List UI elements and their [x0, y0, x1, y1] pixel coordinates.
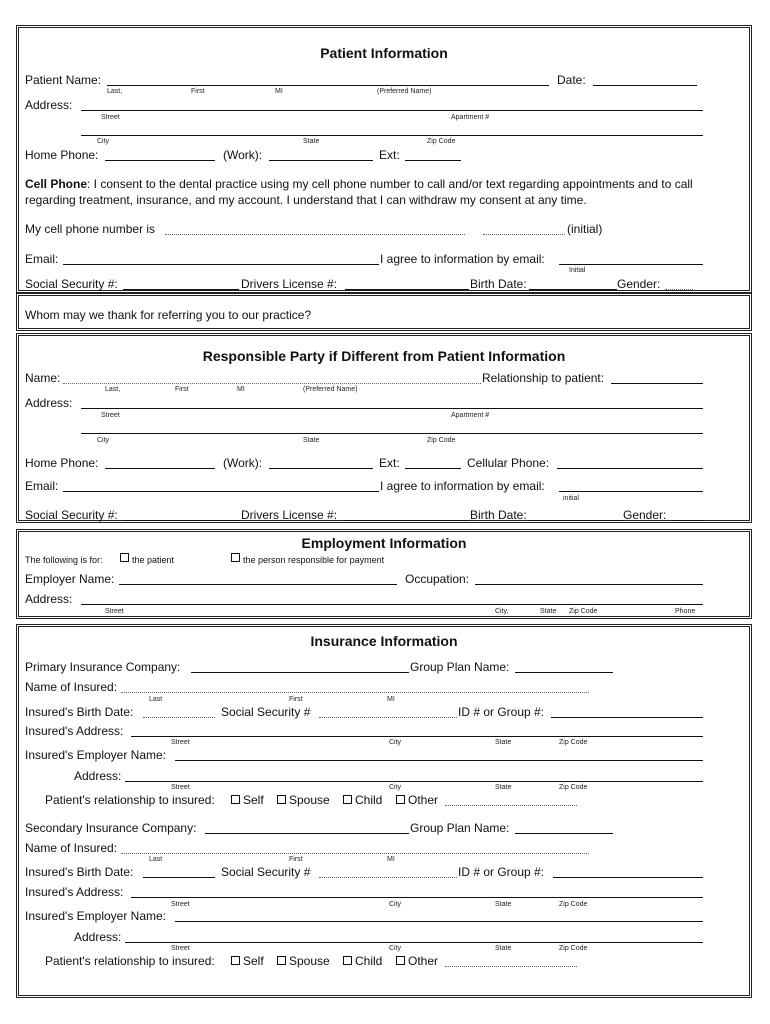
the-patient-label: the patient: [132, 555, 175, 565]
sub-label-state: State: [495, 945, 512, 952]
sub-label-street: Street: [105, 608, 124, 615]
sub-label-city: City: [389, 945, 402, 952]
cell-number-field[interactable]: [165, 234, 465, 235]
birth-date-label: Birth Date:: [470, 508, 527, 522]
cellular-phone-label: Cellular Phone:: [467, 456, 550, 470]
primary-birth-date-label: Insured's Birth Date:: [25, 705, 134, 719]
sub-label-city: City: [389, 784, 402, 791]
section-title: Employment Information: [301, 535, 467, 551]
sub-label-apartment: Apartment #: [451, 114, 490, 121]
sub-label-street: Street: [171, 945, 190, 952]
sub-label-zip: Zip Code: [569, 608, 598, 615]
sub-label-first: First: [175, 386, 189, 393]
primary-insured-address-label: Insured's Address:: [25, 724, 124, 738]
secondary-id-group-field[interactable]: [553, 877, 703, 878]
primary-other-checkbox[interactable]: [396, 795, 405, 804]
sub-label-mi: MI: [387, 696, 395, 703]
the-patient-checkbox[interactable]: [120, 553, 129, 562]
sub-label-city: City: [389, 901, 402, 908]
ext-label: Ext:: [379, 456, 400, 470]
work-phone-field[interactable]: [269, 468, 373, 469]
address-city-field[interactable]: [81, 433, 703, 434]
primary-name-insured-field[interactable]: [121, 692, 589, 693]
sub-label-mi: MI: [237, 386, 245, 393]
primary-employer-address-label: Address:: [74, 769, 122, 783]
self-label: Self: [243, 954, 264, 968]
sub-label-first: First: [191, 88, 205, 95]
secondary-insured-employer-label: Insured's Employer Name:: [25, 909, 167, 923]
sub-label-street: Street: [171, 901, 190, 908]
address-label: Address:: [25, 592, 73, 606]
drivers-license-field[interactable]: [345, 289, 469, 290]
employer-name-field[interactable]: [119, 584, 397, 585]
primary-ssn-label: Social Security #: [221, 705, 311, 719]
primary-relationship-label: Patient's relationship to insured:: [45, 793, 215, 807]
sub-label-initial: initial: [563, 495, 579, 502]
secondary-group-plan-field[interactable]: [515, 833, 613, 834]
cell-initial-field[interactable]: [483, 234, 565, 235]
ssn-field[interactable]: [123, 289, 239, 290]
secondary-insured-address-label: Insured's Address:: [25, 885, 124, 899]
home-phone-label: Home Phone:: [25, 456, 99, 470]
email-field[interactable]: [63, 264, 379, 265]
referral-section: [16, 293, 752, 331]
sub-label-last: Last: [149, 856, 163, 863]
ssn-label: Social Security #:: [25, 277, 118, 291]
patient-information-section: [16, 25, 752, 293]
email-agree-label: I agree to information by email:: [380, 252, 545, 266]
self-label: Self: [243, 793, 264, 807]
sub-label-city: City,: [495, 608, 509, 615]
secondary-ssn-field[interactable]: [319, 877, 457, 878]
cell-number-label: My cell phone number is: [25, 222, 156, 236]
sub-label-city: City: [97, 138, 110, 145]
address-label: Address:: [25, 98, 73, 112]
address-street-field[interactable]: [81, 408, 703, 409]
sub-label-city: City: [389, 739, 402, 746]
secondary-name-insured-field[interactable]: [121, 853, 589, 854]
patient-name-field[interactable]: [107, 85, 549, 86]
sub-label-zip: Zip Code: [559, 784, 588, 791]
sub-label-street: Street: [101, 114, 120, 121]
sub-label-last: Last,: [105, 386, 121, 393]
spouse-label: Spouse: [289, 954, 330, 968]
occupation-field[interactable]: [475, 584, 703, 585]
work-phone-label: (Work):: [223, 456, 263, 470]
home-phone-label: Home Phone:: [25, 148, 99, 162]
primary-insured-address-field[interactable]: [131, 736, 703, 737]
sub-label-state: State: [303, 437, 320, 444]
primary-insurance-company-label: Primary Insurance Company:: [25, 660, 181, 674]
secondary-name-insured-label: Name of Insured:: [25, 841, 118, 855]
secondary-self-checkbox[interactable]: [231, 956, 240, 965]
section-title: Responsible Party if Different from Patient Information: [202, 348, 566, 364]
ssn-label: Social Security #:: [25, 508, 118, 522]
secondary-group-plan-label: Group Plan Name:: [410, 821, 510, 835]
drivers-license-label: Drivers License #:: [241, 508, 338, 522]
sub-label-state: State: [495, 784, 512, 791]
relationship-label: Relationship to patient:: [482, 371, 605, 385]
employer-name-label: Employer Name:: [25, 572, 115, 586]
primary-spouse-checkbox[interactable]: [277, 795, 286, 804]
person-responsible-label: the person responsible for payment: [243, 555, 385, 565]
secondary-child-checkbox[interactable]: [343, 956, 352, 965]
primary-id-group-field[interactable]: [551, 717, 703, 718]
sub-label-zip: Zip Code: [559, 945, 588, 952]
gender-field[interactable]: [665, 289, 693, 290]
following-for-label: The following is for:: [25, 555, 103, 565]
responsible-party-section: [16, 333, 752, 523]
primary-ssn-field[interactable]: [319, 717, 457, 718]
sub-label-first: First: [289, 856, 303, 863]
primary-child-checkbox[interactable]: [343, 795, 352, 804]
secondary-insured-address-field[interactable]: [131, 897, 703, 898]
sub-label-state: State: [540, 608, 557, 615]
secondary-insurance-company-label: Secondary Insurance Company:: [25, 821, 197, 835]
sub-label-street: Street: [171, 784, 190, 791]
secondary-insurance-company-field[interactable]: [205, 833, 409, 834]
sub-label-last: Last: [149, 696, 163, 703]
cell-consent-text-1: : I consent to the dental practice using my cell phone number to call and/or text regarding appointments and to call: [87, 177, 693, 191]
occupation-label: Occupation:: [405, 572, 470, 586]
ext-label: Ext:: [379, 148, 400, 162]
patient-name-label: Patient Name:: [25, 73, 102, 87]
gender-label: Gender:: [617, 277, 661, 291]
drivers-license-field[interactable]: [345, 520, 469, 521]
section-title: Insurance Information: [310, 633, 458, 649]
insurance-information-section: [16, 624, 752, 998]
primary-group-plan-field[interactable]: [515, 672, 613, 673]
secondary-relationship-label: Patient's relationship to insured:: [45, 954, 215, 968]
sub-label-zip: Zip Code: [427, 437, 456, 444]
email-agree-initial-field[interactable]: [559, 491, 703, 492]
child-label: Child: [355, 793, 383, 807]
email-agree-label: I agree to information by email:: [380, 479, 545, 493]
sub-label-zip: Zip Code: [559, 901, 588, 908]
ssn-field[interactable]: [123, 520, 239, 521]
secondary-birth-date-label: Insured's Birth Date:: [25, 865, 134, 879]
cell-consent-text-2: regarding treatment, insurance, and my account. I understand that I can withdraw my consent at any time.: [25, 193, 587, 207]
sub-label-street: Street: [171, 739, 190, 746]
secondary-ssn-label: Social Security #: [221, 865, 311, 879]
sub-label-initial: Initial: [569, 267, 586, 274]
sub-label-phone: Phone: [675, 608, 696, 615]
other-label: Other: [408, 793, 439, 807]
sub-label-street: Street: [101, 412, 120, 419]
cell-consent-line-1: [25, 177, 693, 191]
email-agree-initial-field[interactable]: [559, 264, 703, 265]
sub-label-mi: MI: [387, 856, 395, 863]
address-field[interactable]: [81, 604, 703, 605]
sub-label-last: Last,: [107, 88, 123, 95]
sub-label-preferred-name: (Preferred Name): [303, 386, 358, 393]
secondary-id-group-label: ID # or Group #:: [458, 865, 545, 879]
home-phone-field[interactable]: [105, 160, 215, 161]
gender-field[interactable]: [671, 520, 703, 521]
primary-group-plan-label: Group Plan Name:: [410, 660, 510, 674]
primary-self-checkbox[interactable]: [231, 795, 240, 804]
sub-label-mi: MI: [275, 88, 283, 95]
email-label: Email:: [25, 479, 59, 493]
name-label: Name:: [25, 371, 61, 385]
sub-label-state: State: [303, 138, 320, 145]
gender-label: Gender:: [623, 508, 667, 522]
email-label: Email:: [25, 252, 59, 266]
secondary-employer-address-field[interactable]: [125, 942, 703, 943]
sub-label-zip: Zip Code: [559, 739, 588, 746]
secondary-insured-employer-field[interactable]: [175, 921, 703, 922]
initial-label: (initial): [567, 222, 603, 236]
address-street-field[interactable]: [81, 110, 703, 111]
relationship-field[interactable]: [611, 383, 703, 384]
sub-label-zip: Zip Code: [427, 138, 456, 145]
spouse-label: Spouse: [289, 793, 330, 807]
address-label: Address:: [25, 396, 73, 410]
sub-label-first: First: [289, 696, 303, 703]
primary-other-field[interactable]: [445, 805, 577, 806]
section-title: Patient Information: [320, 45, 448, 61]
work-phone-field[interactable]: [269, 160, 373, 161]
sub-label-state: State: [495, 739, 512, 746]
secondary-birth-date-field[interactable]: [143, 877, 215, 878]
drivers-license-label: Drivers License #:: [241, 277, 338, 291]
primary-birth-date-field[interactable]: [143, 717, 215, 718]
secondary-other-field[interactable]: [445, 966, 577, 967]
cell-phone-heading: Cell Phone: [25, 177, 88, 191]
primary-insured-employer-label: Insured's Employer Name:: [25, 748, 167, 762]
secondary-employer-address-label: Address:: [74, 930, 122, 944]
employment-information-section: [16, 529, 752, 619]
primary-insured-employer-field[interactable]: [175, 760, 703, 761]
sub-label-apartment: Apartment #: [451, 412, 490, 419]
email-field[interactable]: [63, 491, 379, 492]
date-label: Date:: [557, 73, 586, 87]
cellular-phone-field[interactable]: [557, 468, 703, 469]
date-field[interactable]: [593, 85, 697, 86]
ext-field[interactable]: [405, 468, 461, 469]
home-phone-field[interactable]: [105, 468, 215, 469]
secondary-other-checkbox[interactable]: [396, 956, 405, 965]
ext-field[interactable]: [405, 160, 461, 161]
primary-id-group-label: ID # or Group #:: [458, 705, 545, 719]
primary-insurance-company-field[interactable]: [191, 672, 409, 673]
primary-name-insured-label: Name of Insured:: [25, 680, 118, 694]
sub-label-preferred-name: (Preferred Name): [377, 88, 432, 95]
sub-label-city: City: [97, 437, 110, 444]
work-phone-label: (Work):: [223, 148, 263, 162]
person-responsible-checkbox[interactable]: [231, 553, 240, 562]
address-city-field[interactable]: [81, 135, 703, 136]
birth-date-field[interactable]: [529, 520, 623, 521]
secondary-spouse-checkbox[interactable]: [277, 956, 286, 965]
primary-employer-address-field[interactable]: [125, 781, 703, 782]
sub-label-state: State: [495, 901, 512, 908]
child-label: Child: [355, 954, 383, 968]
birth-date-label: Birth Date:: [470, 277, 527, 291]
referral-label: Whom may we thank for referring you to our practice?: [25, 308, 312, 322]
birth-date-field[interactable]: [529, 289, 617, 290]
other-label: Other: [408, 954, 439, 968]
name-field[interactable]: [63, 383, 481, 384]
